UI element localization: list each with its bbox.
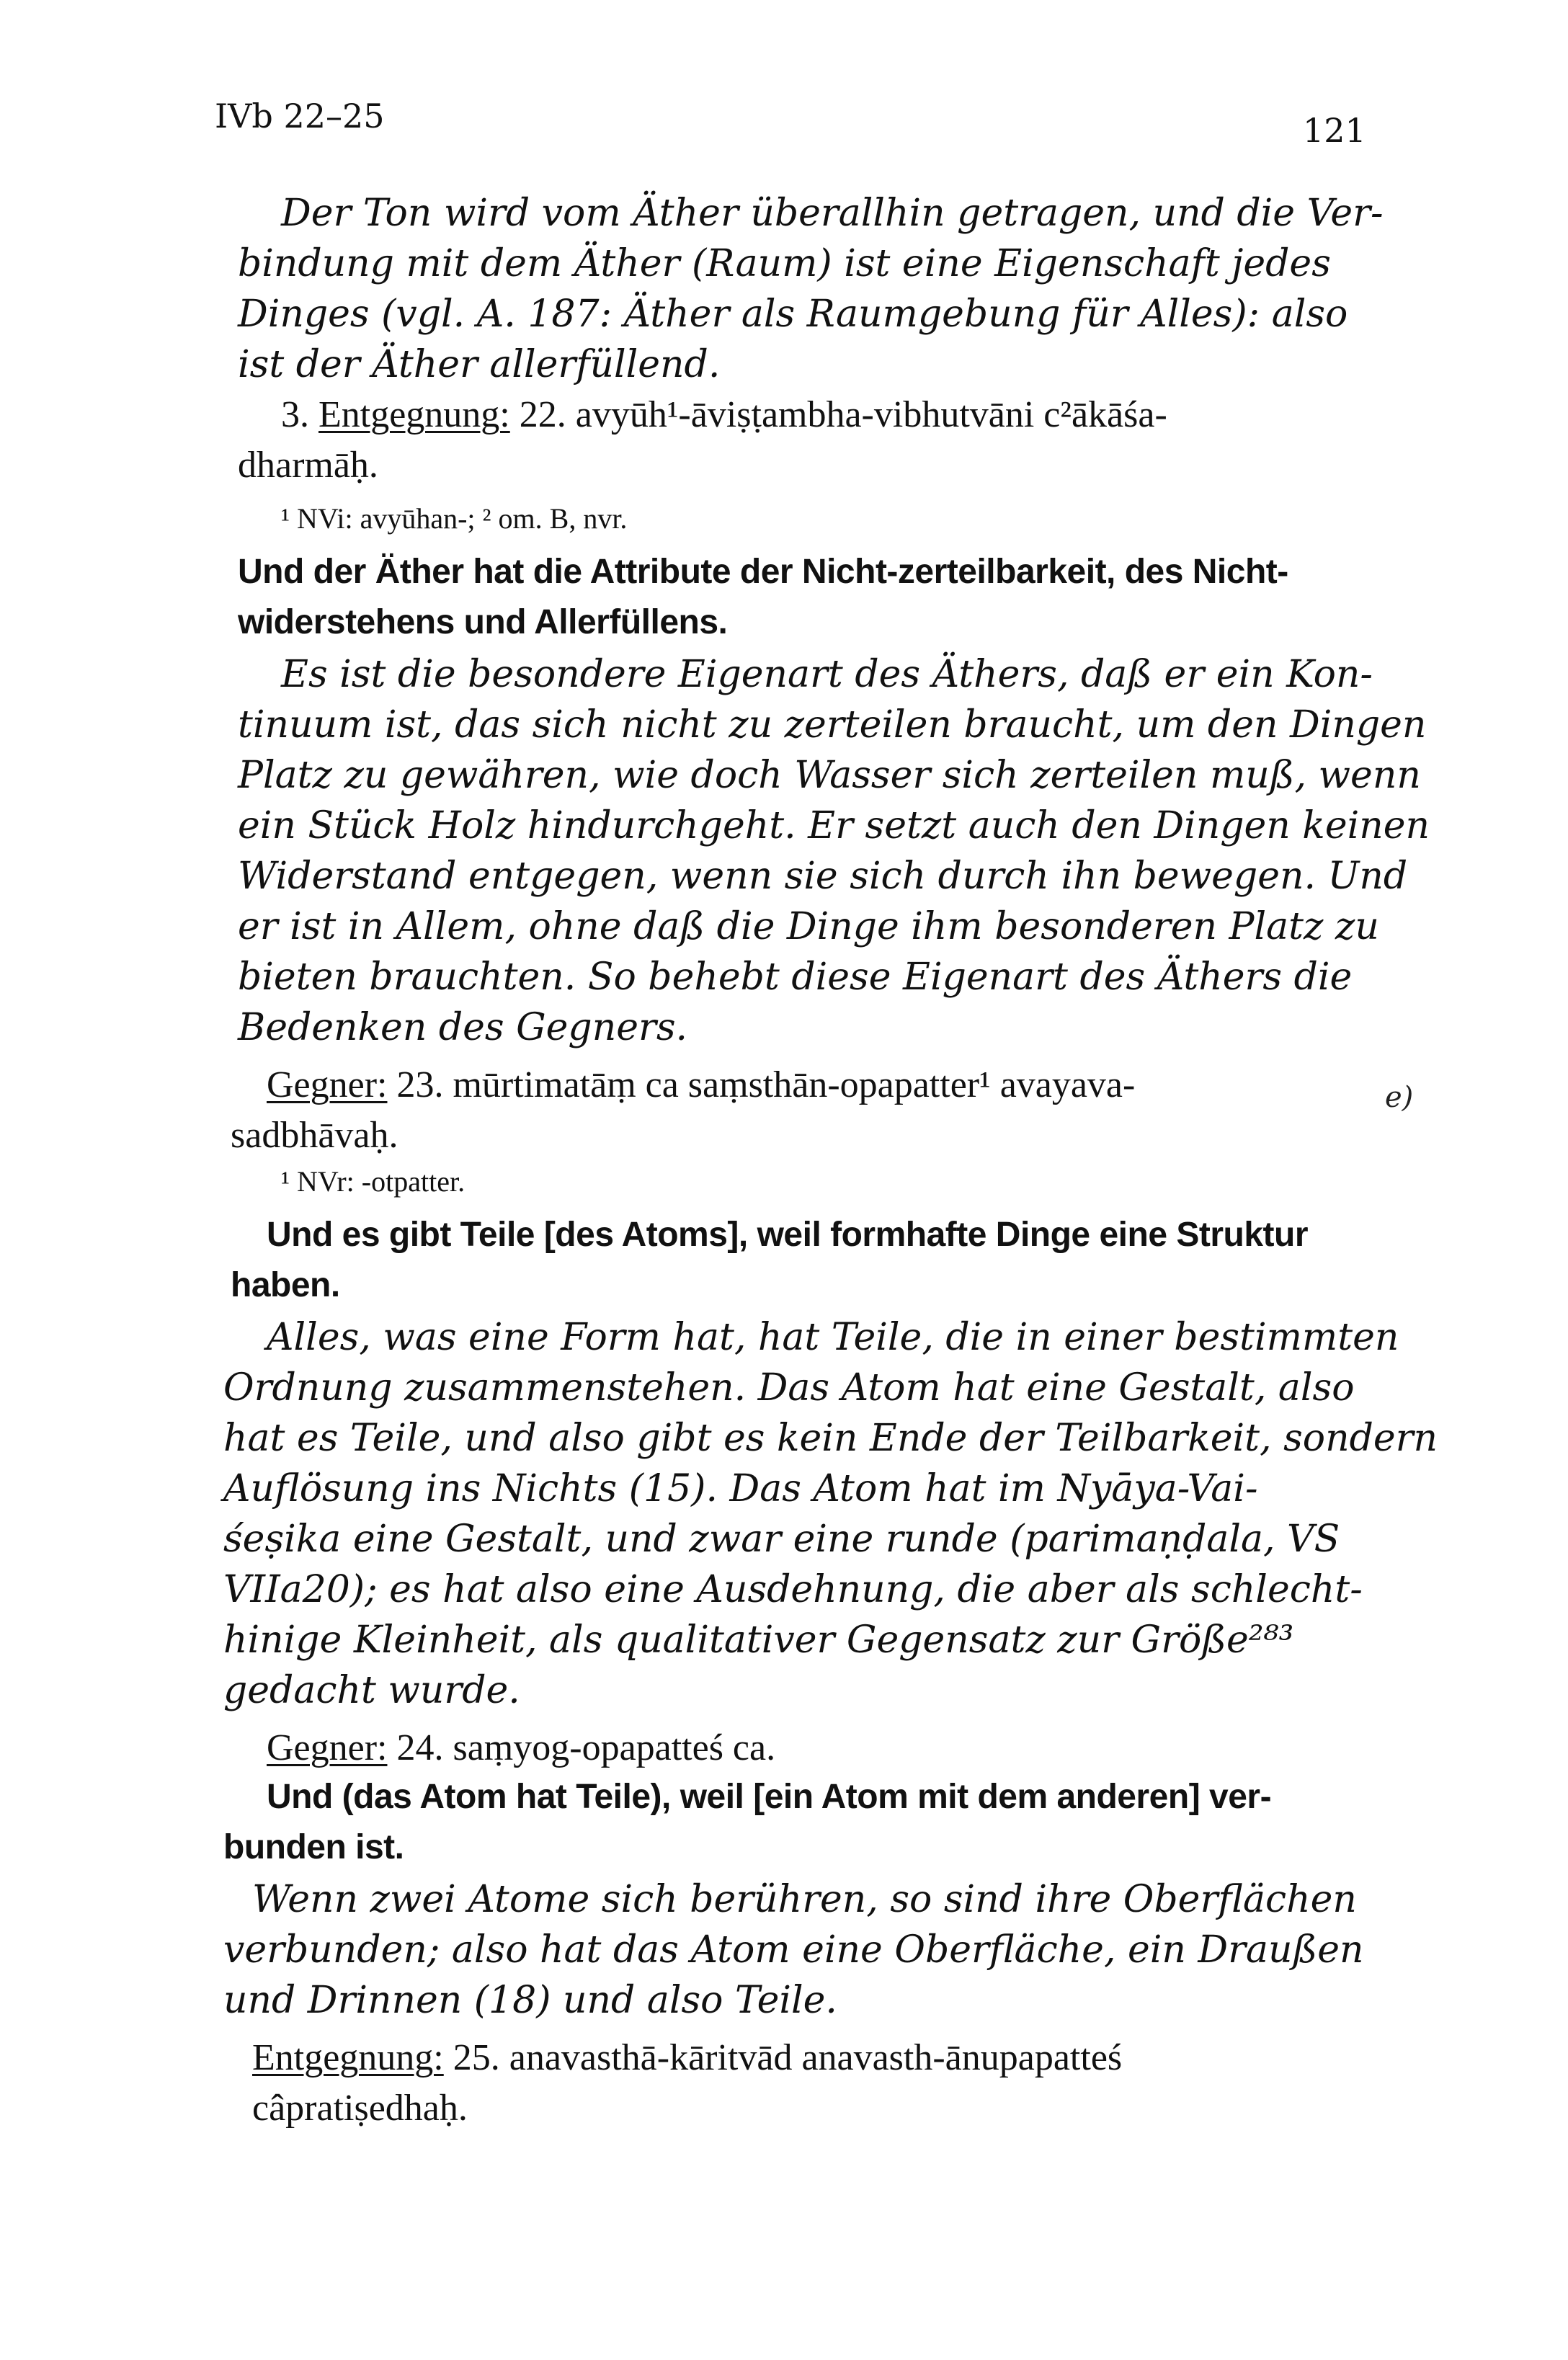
text-span: 24. saṃyog-opapatteś ca. [387, 1727, 776, 1768]
translation-line [223, 1830, 404, 1865]
commentary-line [238, 293, 1348, 336]
sutra-line [231, 1117, 398, 1154]
text-span: bieten brauchten. So behebt diese Eigenart des Äthers die [238, 956, 1353, 999]
speaker-label: Entgegnung: [252, 2037, 444, 2078]
text-span: widerstehens und Allerfüllens. [238, 603, 728, 641]
commentary-line [238, 703, 1427, 747]
section-ref: IVb 22–25 [215, 97, 385, 135]
text-span: Und der Äther hat die Attribute der Nicht-zerteilbarkeit, des Nicht- [238, 553, 1288, 591]
speaker-label: Gegner: [267, 1727, 388, 1768]
sutra-line [281, 396, 1167, 434]
text-span: Auflösung ins Nichts (15). Das Atom hat im Nyāya-Vai- [223, 1467, 1258, 1510]
text-span: bindung mit dem Äther (Raum) ist eine Eigenschaft jedes [238, 242, 1331, 285]
commentary-line [238, 1006, 688, 1049]
speaker-label: Entgegnung: [318, 394, 510, 435]
commentary-line [238, 905, 1379, 948]
text-span: Dinges (vgl. A. 187: Äther als Raumgebung für Alles): also [238, 293, 1348, 336]
text-span: 22. avyūh¹-āviṣṭambha-vibhutvāni c²ākāśa- [509, 394, 1167, 435]
page-number: 121 [1303, 111, 1366, 150]
sutra-line [252, 2039, 1122, 2077]
text-span: er ist in Allem, ohne daß die Dinge ihm besonderen Platz zu [238, 905, 1379, 948]
text-span: śeṣika eine Gestalt, und zwar eine runde (parimaṇḍala, VS [223, 1518, 1340, 1561]
text-span: dharmāḥ. [238, 445, 378, 486]
sutra-line [267, 1064, 1136, 1105]
text-span: 25. anavasthā-kāritvād anavasth-ānupapatteś [443, 2037, 1123, 2078]
sutra-line [252, 2090, 468, 2127]
text-span: haben. [231, 1266, 340, 1304]
commentary-line [223, 1417, 1438, 1460]
text-span: 23. mūrtimatāṃ ca saṃsthān-opapatter¹ avayava- [387, 1064, 1136, 1105]
commentary-line [238, 855, 1408, 898]
footnote-line [281, 1167, 465, 1196]
text-span: 3. [281, 394, 318, 435]
commentary-line [223, 1979, 837, 2022]
text-span: Der Ton wird vom Äther überallhin getragen, und die Ver- [281, 192, 1384, 235]
text-span: Bedenken des Gegners. [238, 1006, 688, 1049]
commentary-line [223, 1568, 1363, 1611]
commentary-line [281, 192, 1384, 235]
text-span: Ordnung zusammenstehen. Das Atom hat eine Gestalt, also [223, 1366, 1355, 1410]
commentary-line [223, 1669, 520, 1712]
text-span: hat es Teile, und also gibt es kein Ende der Teilbarkeit, sondern [223, 1417, 1438, 1460]
text-span: VIIa20); es hat also eine Ausdehnung, die aber als schlecht- [223, 1568, 1363, 1611]
translation-line [231, 1268, 340, 1303]
text-span: câpratiṣedhaḥ. [252, 2088, 468, 2129]
text-span: hinige Kleinheit, als qualitativer Gegensatz zur Größe²⁸³ [223, 1618, 1294, 1662]
text-span: Widerstand entgegen, wenn sie sich durch ihn bewegen. Und [238, 855, 1408, 898]
translation-line [267, 1780, 1271, 1814]
commentary-line [223, 1618, 1294, 1662]
sutra-line [267, 1729, 775, 1767]
speaker-label: Gegner: [267, 1064, 388, 1105]
commentary-line [238, 754, 1421, 797]
text-span: tinuum ist, das sich nicht zu zerteilen braucht, um den Dingen [238, 703, 1427, 747]
text-span: und Drinnen (18) und also Teile. [223, 1979, 837, 2022]
text-span: gedacht wurde. [223, 1669, 520, 1712]
commentary-line [223, 1366, 1355, 1410]
text-span: Alles, was eine Form hat, hat Teile, die in einer bestimmten [267, 1316, 1399, 1359]
commentary-line [238, 956, 1353, 999]
commentary-line [238, 343, 721, 386]
text-span: ist der Äther allerfüllend. [238, 343, 721, 386]
commentary-line [267, 1316, 1399, 1359]
commentary-line [238, 804, 1430, 847]
text-span: Platz zu gewähren, wie doch Wasser sich zerteilen muß, wenn [238, 754, 1421, 797]
text-span: bunden ist. [223, 1828, 404, 1866]
text-span: sadbhāvaḥ. [231, 1115, 398, 1156]
commentary-line [223, 1467, 1258, 1510]
text-span: ¹ NVi: avyūhan-; ² om. B, nvr. [281, 502, 628, 535]
translation-line [267, 1218, 1308, 1252]
commentary-line [281, 653, 1373, 696]
text-span: ein Stück Holz hindurchgeht. Er setzt auch den Dingen keinen [238, 804, 1430, 847]
commentary-line [223, 1928, 1364, 1972]
translation-line [238, 555, 1288, 589]
translation-line [238, 605, 727, 640]
commentary-line [238, 242, 1331, 285]
text-span: Und es gibt Teile [des Atoms], weil formhafte Dinge eine Struktur [267, 1216, 1309, 1254]
commentary-line [223, 1518, 1340, 1561]
margin-note: e) [1385, 1081, 1414, 1114]
sutra-line [238, 447, 378, 484]
text-span: ¹ NVr: -otpatter. [281, 1165, 466, 1198]
text-span: Es ist die besondere Eigenart des Äthers, daß er ein Kon- [281, 653, 1373, 696]
text-span: Wenn zwei Atome sich berühren, so sind ihre Oberflächen [252, 1878, 1357, 1921]
commentary-line [252, 1878, 1357, 1921]
text-span: Und (das Atom hat Teile), weil [ein Atom mit dem anderen] ver- [267, 1778, 1272, 1816]
footnote-line [281, 504, 627, 533]
text-span: verbunden; also hat das Atom eine Oberfläche, ein Draußen [223, 1928, 1364, 1972]
